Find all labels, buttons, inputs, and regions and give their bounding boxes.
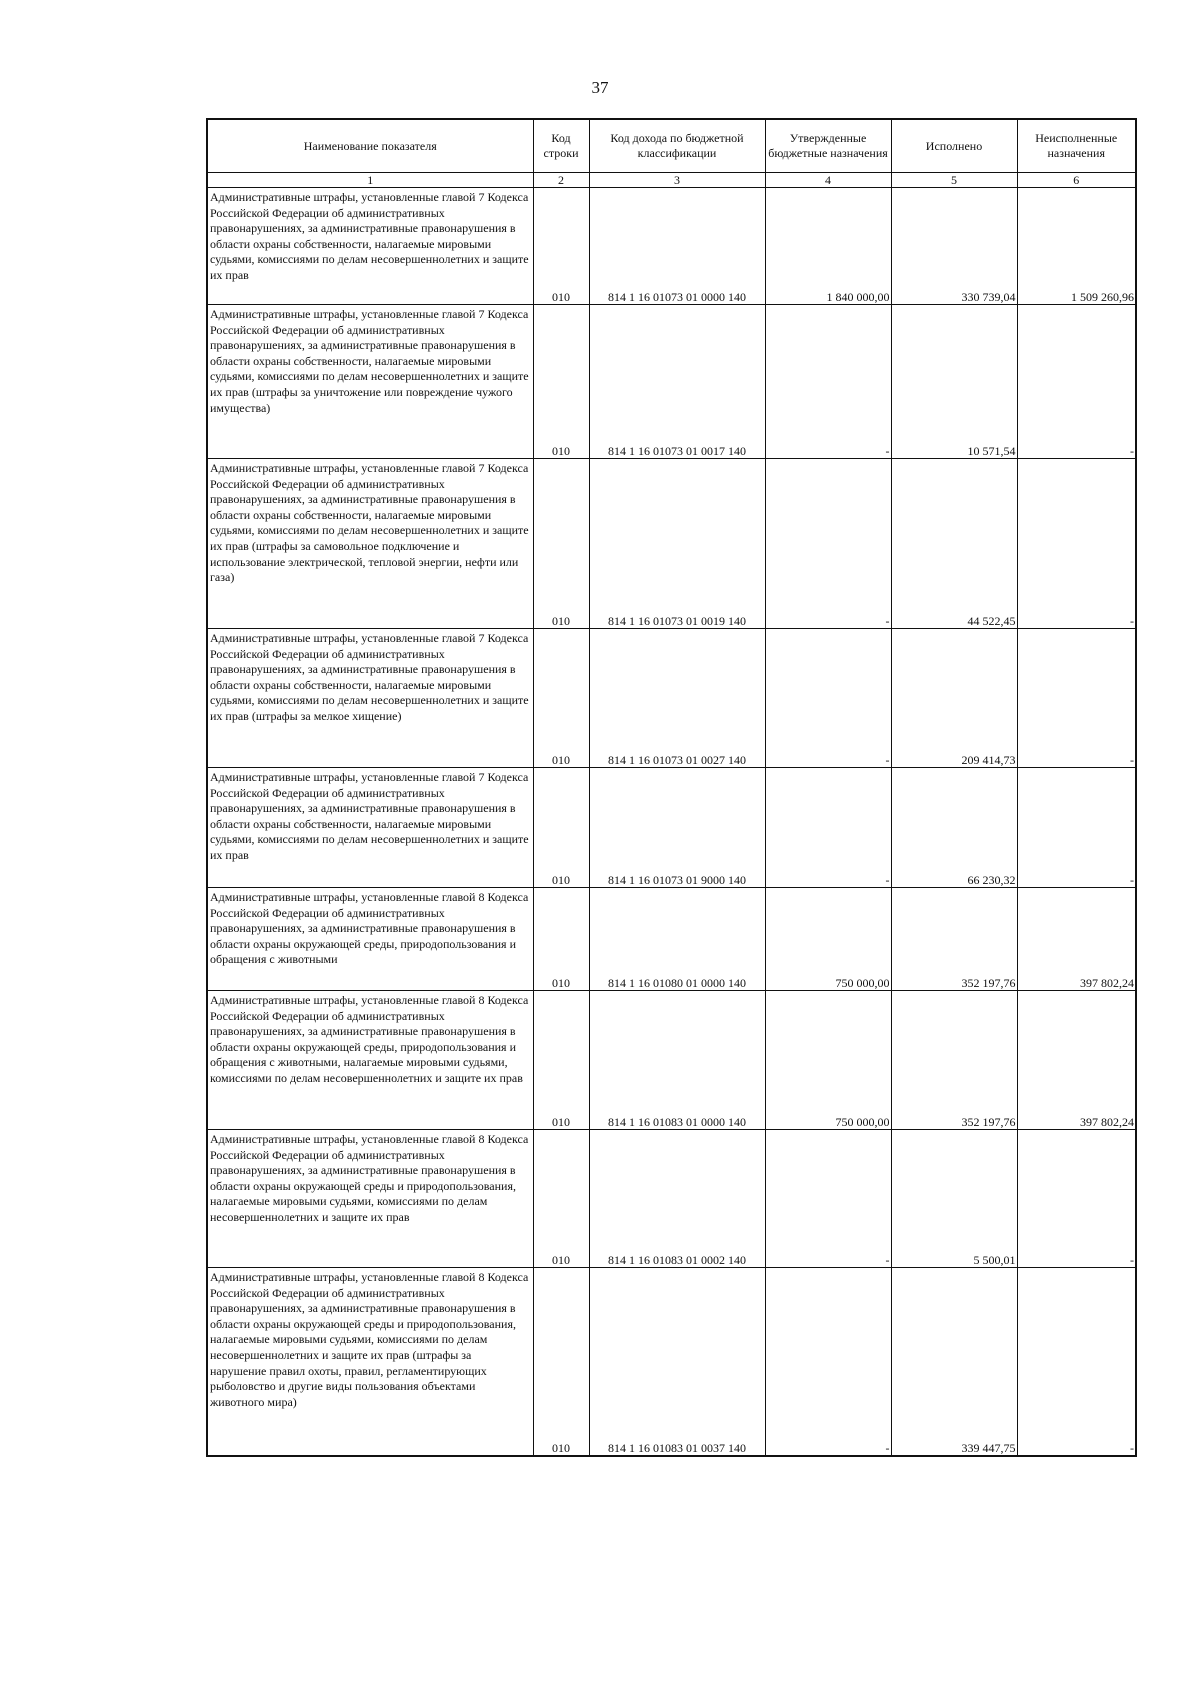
unexecuted-amount: - bbox=[1017, 768, 1136, 888]
budget-code: 814 1 16 01083 01 0037 140 bbox=[589, 1268, 765, 1456]
budget-code: 814 1 16 01073 01 0017 140 bbox=[589, 305, 765, 459]
header-budget-code: Код дохода по бюджетной классификации bbox=[589, 119, 765, 173]
line-code: 010 bbox=[533, 768, 589, 888]
approved-amount: 750 000,00 bbox=[765, 888, 891, 991]
approved-amount: - bbox=[765, 629, 891, 768]
line-code: 010 bbox=[533, 188, 589, 305]
budget-code: 814 1 16 01080 01 0000 140 bbox=[589, 888, 765, 991]
column-number: 1 bbox=[207, 173, 533, 188]
table-row bbox=[207, 1268, 1136, 1456]
table-row bbox=[207, 629, 1136, 768]
column-number-row bbox=[207, 173, 1136, 188]
table-row bbox=[207, 188, 1136, 305]
approved-amount: - bbox=[765, 768, 891, 888]
line-code: 010 bbox=[533, 629, 589, 768]
approved-amount: - bbox=[765, 305, 891, 459]
table-row bbox=[207, 1130, 1136, 1268]
line-code: 010 bbox=[533, 1130, 589, 1268]
indicator-name: Административные штрафы, установленные главой 8 Кодекса Российской Федерации об административных правонарушениях, за административные правонарушения в области охраны окружающей среды и природопользования, налагаемые мировыми судьями, комиссиями по делам несовершеннолетних и защите их прав bbox=[207, 1130, 533, 1268]
indicator-name: Административные штрафы, установленные главой 8 Кодекса Российской Федерации об административных правонарушениях, за административные правонарушения в области охраны окружающей среды и природопользования, налагаемые мировыми судьями, комиссиями по делам несовершеннолетних и защите их прав (штрафы за нарушение правил охоты, правил, регламентирующих рыболовство и другие виды пользования объектами животного мира) bbox=[207, 1268, 533, 1456]
approved-amount: 750 000,00 bbox=[765, 991, 891, 1130]
page-number: 37 bbox=[591, 78, 609, 97]
budget-code: 814 1 16 01073 01 0000 140 bbox=[589, 188, 765, 305]
line-code: 010 bbox=[533, 991, 589, 1130]
executed-amount: 44 522,45 bbox=[891, 459, 1017, 629]
approved-amount: - bbox=[765, 1268, 891, 1456]
unexecuted-amount: - bbox=[1017, 629, 1136, 768]
budget-code: 814 1 16 01073 01 0027 140 bbox=[589, 629, 765, 768]
header-unexecuted: Неисполненные назначения bbox=[1017, 119, 1136, 173]
approved-amount: - bbox=[765, 1130, 891, 1268]
indicator-name: Административные штрафы, установленные главой 8 Кодекса Российской Федерации об административных правонарушениях, за административные правонарушения в области охраны окружающей среды, природопользования и обращения с животными, налагаемые мировыми судьями, комиссиями по делам несовершеннолетних и защите их прав bbox=[207, 991, 533, 1130]
executed-amount: 209 414,73 bbox=[891, 629, 1017, 768]
indicator-name: Административные штрафы, установленные главой 7 Кодекса Российской Федерации об административных правонарушениях, за административные правонарушения в области охраны собственности, налагаемые мировыми судьями, комиссиями по делам несовершеннолетних и защите их прав (штрафы за самовольное подключение и использование электрической, тепловой энергии, нефти или газа) bbox=[207, 459, 533, 629]
approved-amount: - bbox=[765, 459, 891, 629]
executed-amount: 339 447,75 bbox=[891, 1268, 1017, 1456]
unexecuted-amount: - bbox=[1017, 459, 1136, 629]
header-executed: Исполнено bbox=[891, 119, 1017, 173]
executed-amount: 66 230,32 bbox=[891, 768, 1017, 888]
table-row bbox=[207, 768, 1136, 888]
unexecuted-amount: - bbox=[1017, 1130, 1136, 1268]
line-code: 010 bbox=[533, 305, 589, 459]
budget-code: 814 1 16 01073 01 9000 140 bbox=[589, 768, 765, 888]
executed-amount: 10 571,54 bbox=[891, 305, 1017, 459]
column-number: 5 bbox=[891, 173, 1017, 188]
header-line-code: Код строки bbox=[533, 119, 589, 173]
unexecuted-amount: 397 802,24 bbox=[1017, 991, 1136, 1130]
table-row bbox=[207, 991, 1136, 1130]
header-indicator-name: Наименование показателя bbox=[207, 119, 533, 173]
header-approved: Утвержденные бюджетные назначения bbox=[765, 119, 891, 173]
indicator-name: Административные штрафы, установленные главой 7 Кодекса Российской Федерации об административных правонарушениях, за административные правонарушения в области охраны собственности, налагаемые мировыми судьями, комиссиями по делам несовершеннолетних и защите их прав (штрафы за уничтожение или повреждение чужого имущества) bbox=[207, 305, 533, 459]
approved-amount: 1 840 000,00 bbox=[765, 188, 891, 305]
unexecuted-amount: 397 802,24 bbox=[1017, 888, 1136, 991]
executed-amount: 352 197,76 bbox=[891, 991, 1017, 1130]
line-code: 010 bbox=[533, 459, 589, 629]
unexecuted-amount: 1 509 260,96 bbox=[1017, 188, 1136, 305]
table-row bbox=[207, 305, 1136, 459]
table-row bbox=[207, 459, 1136, 629]
header-row bbox=[207, 119, 1136, 173]
executed-amount: 5 500,01 bbox=[891, 1130, 1017, 1268]
column-number: 2 bbox=[533, 173, 589, 188]
indicator-name: Административные штрафы, установленные главой 8 Кодекса Российской Федерации об административных правонарушениях, за административные правонарушения в области охраны окружающей среды, природопользования и обращения с животными bbox=[207, 888, 533, 991]
indicator-name: Административные штрафы, установленные главой 7 Кодекса Российской Федерации об административных правонарушениях, за административные правонарушения в области охраны собственности, налагаемые мировыми судьями, комиссиями по делам несовершеннолетних и защите их прав bbox=[207, 188, 533, 305]
indicator-name: Административные штрафы, установленные главой 7 Кодекса Российской Федерации об административных правонарушениях, за административные правонарушения в области охраны собственности, налагаемые мировыми судьями, комиссиями по делам несовершеннолетних и защите их прав (штрафы за мелкое хищение) bbox=[207, 629, 533, 768]
executed-amount: 352 197,76 bbox=[891, 888, 1017, 991]
budget-code: 814 1 16 01073 01 0019 140 bbox=[589, 459, 765, 629]
column-number: 6 bbox=[1017, 173, 1136, 188]
budget-code: 814 1 16 01083 01 0002 140 bbox=[589, 1130, 765, 1268]
column-number: 4 bbox=[765, 173, 891, 188]
indicator-name: Административные штрафы, установленные главой 7 Кодекса Российской Федерации об административных правонарушениях, за административные правонарушения в области охраны собственности, налагаемые мировыми судьями, комиссиями по делам несовершеннолетних и защите их прав bbox=[207, 768, 533, 888]
table-row bbox=[207, 888, 1136, 991]
unexecuted-amount: - bbox=[1017, 305, 1136, 459]
income-table bbox=[206, 118, 1137, 1457]
unexecuted-amount: - bbox=[1017, 1268, 1136, 1456]
executed-amount: 330 739,04 bbox=[891, 188, 1017, 305]
column-number: 3 bbox=[589, 173, 765, 188]
line-code: 010 bbox=[533, 888, 589, 991]
budget-code: 814 1 16 01083 01 0000 140 bbox=[589, 991, 765, 1130]
line-code: 010 bbox=[533, 1268, 589, 1456]
